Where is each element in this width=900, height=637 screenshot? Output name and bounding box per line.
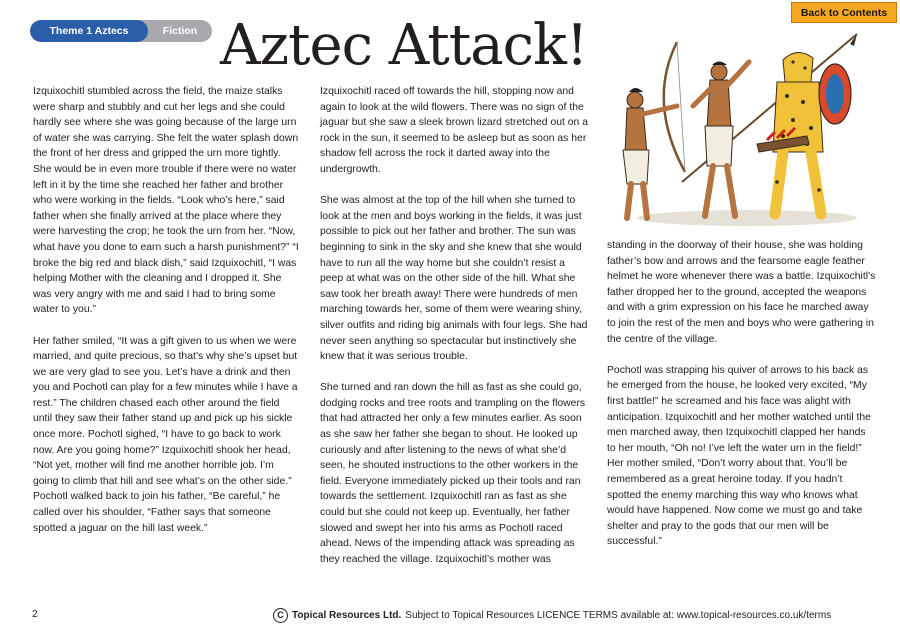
genre-label: Fiction xyxy=(162,25,198,37)
theme-pill xyxy=(30,20,212,42)
archer-figure xyxy=(623,88,677,218)
copyright-notice xyxy=(273,608,831,623)
paragraph: Her father smiled, “It was a gift given to us when we were married, and quite precious, so that’s why she’s upset but we are very glad to see you. Let’s have a drink and then you and Pochotl can play for a few minutes while I have a rest.” The children chased each other around the field until they saw their father stand up and pick up his sickle once more. Pochotl sighed, “I have to go back to work now. Are you going home?” Izquixochitl shook her head, “Not yet, mother will find me another horrible job. I’m going to climb that hill and see what’s on the other side.” Pochotl walked back to join his father, “Be careful,” he called over his shoulder, “Father says that someone spotted a jaguar on the hill last week.” xyxy=(33,335,298,534)
spearman-figure xyxy=(693,62,749,217)
story-column-3 xyxy=(607,238,877,565)
page-title: Aztec Attack! xyxy=(220,13,588,78)
company-name: Topical Resources Ltd. xyxy=(292,610,402,621)
story-column-1 xyxy=(33,84,301,552)
story-column-2 xyxy=(320,84,588,583)
theme-label: Theme 1 Aztecs xyxy=(30,20,148,42)
paragraph: She turned and ran down the hill as fast as she could go, dodging rocks and tree roots and trampling on the flowers that had attracted her only a few minutes earlier. As soon as she saw her father she began to shout. He looked up curiously and after listening to the news of what she’d seen, he shouted instructions to the other workers in the field. Everyone immediately picked up their tools and ran towards the settlement. Izquixochitl ran as fast as she could but she could not keep up. Eventually, her father slowed and swept her into his arms as Pochotl raced ahead. News of the impending attack was spreading as they reached the village. Izquixochitl’s mother was xyxy=(320,382,586,565)
page-number: 2 xyxy=(32,609,38,620)
footer xyxy=(0,609,900,625)
aztec-warriors-illustration xyxy=(607,32,877,232)
paragraph: Izquixochitl raced off towards the hill, stopping now and again to look at the wild flowers. There was no sign of the jaguar but she saw a sleek brown lizard stretched out on a rock in the sun, it seemed to be asleep but as soon as her shadow fell across the rock it darted away into the undergrowth. xyxy=(320,86,589,175)
paragraph: Pochotl was strapping his quiver of arrows to his back as he emerged from the house, he looked very excited, “My first battle!” he screamed and his face was alight with anticipation. Izquixochitl and her mother watched until the men marched away, then Izquixochitl clapped her hands to her mouth, “Oh no! I’ve left the water urn in the field!” Her mother smiled, “Don’t worry about that. You’ll be remembered as a great heroine today. If you hadn’t spotted the enemy marching this way who knows what would have happened. Now come we must go and take shelter and pray to the gods that our men will be successful.” xyxy=(607,364,871,548)
paragraph: Izquixochitl stumbled across the field, the maize stalks were sharp and stubbly and cut her legs and she could hardly see where she was going because of the large urn of water she was carrying. She felt the water splash down the front of her dress and gripped the urn more tightly. She would be in even more trouble if there were no water left in it by the time she reached her father and brother who were working in the fields. “Look who’s here,” said father when she finally arrived at the place where they were harvesting the crop; he took the urn from her. “Now, what have you done to earn such a harsh punishment?” “I broke the big red and black dish,” said Izquixochitl, “I was helping Mother with the cleaning and I dropped it. She was very angry with me and said I had to bring some water to you.” xyxy=(33,86,299,316)
copyright-icon: C xyxy=(273,608,288,623)
jaguar-warrior-figure xyxy=(757,52,851,214)
paragraph: standing in the doorway of their house, she was holding father’s bow and arrows and the fearsome eagle feather helmet he wore whenever there was a battle. Izquixochitl’s father dropped her to the ground, accepted the weapons and with a grim expression on his face he marched away to join the rest of the men and boys who were gathering in the centre of the village. xyxy=(607,240,876,345)
back-to-contents-button[interactable]: Back to Contents xyxy=(791,2,897,23)
paragraph: She was almost at the top of the hill when she turned to look at the men and boys working in the fields, it was just possible to pick out her father and brother. The sun was beginning to sink in the sky and she knew that she would have to run all the way home but she couldn’t resist a peep at what was on the other side of the hill. What she saw took her breath away! There were hundreds of men marching towards her, some of them were wearing shiny, silver outfits and riding big animals with four legs. She had never seen anything so spectacular but instinctively she knew that it was serious trouble. xyxy=(320,195,588,363)
licence-text: Subject to Topical Resources LICENCE TERMS available at: www.topical-resources.co.uk/terms xyxy=(405,610,832,621)
